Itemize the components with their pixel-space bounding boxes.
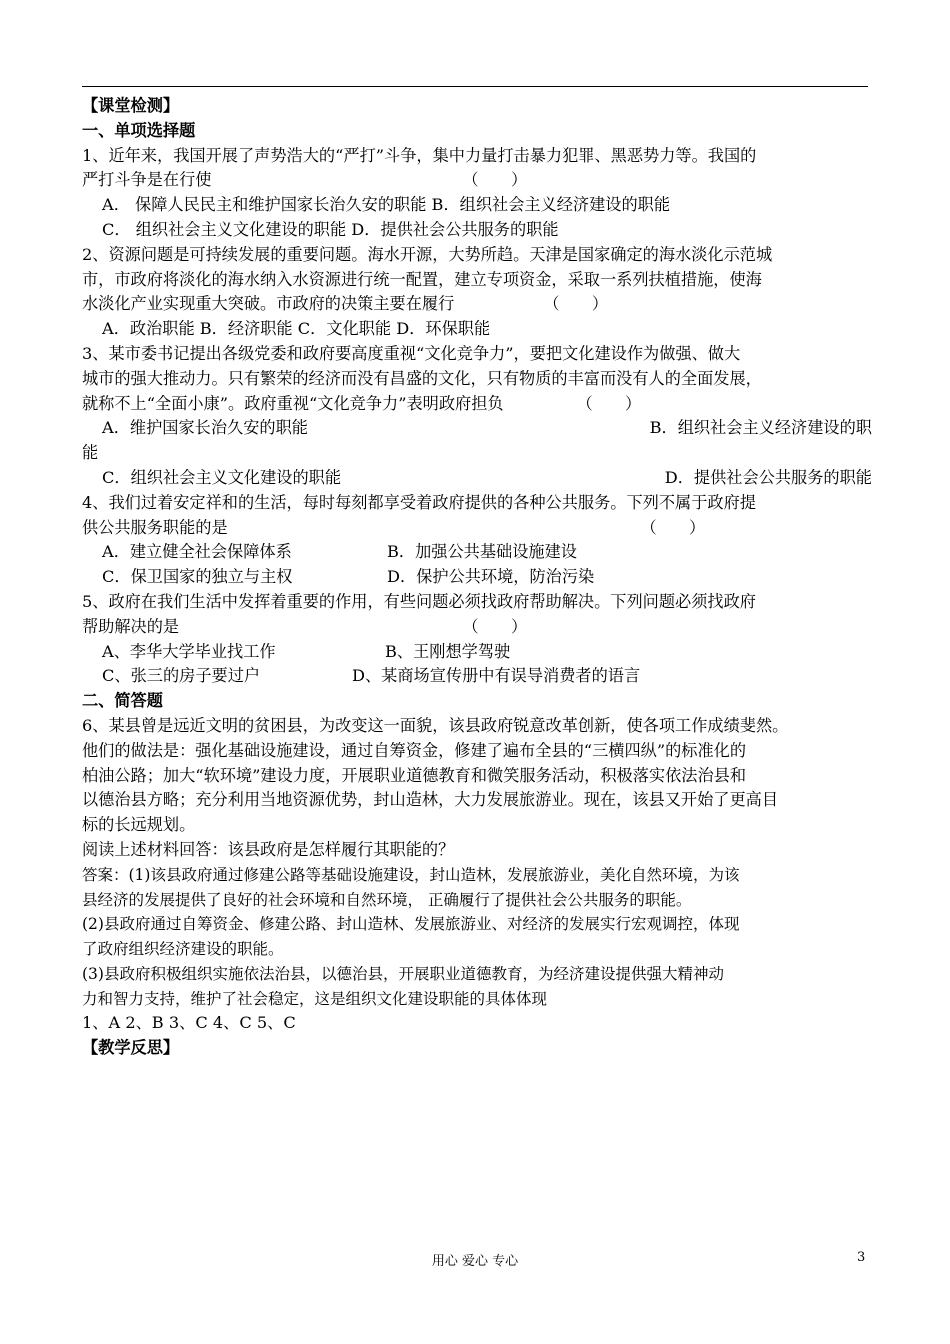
q4-option-c: C．保卫国家的独立与主权 [102, 567, 293, 587]
q5-stem-line2: 帮助解决的是 （ ） [82, 616, 528, 636]
answer-line3: (2)县政府通过自筹资金、修建公路、封山造林、发展旅游业、对经济的发展实行宏观调控，体现 [82, 915, 740, 934]
q6-material-line2: 他们的做法是：强化基础设施建设，通过自筹资金，修建了遍布全县的“三横四纵”的标准化的 [82, 740, 747, 760]
section-heading-short-answer: 二、简答题 [82, 691, 163, 711]
answer-key: 1、A 2、B 3、C 4、C 5、C [82, 1013, 296, 1033]
footer-motto: 用心 爱心 专心 [431, 1254, 519, 1269]
answer-line2: 县经济的发展提供了良好的社会环境和自然环境， 正确履行了提供社会公共服务的职能。 [82, 890, 692, 909]
q4-option-a: A．建立健全社会保障体系 [102, 542, 292, 562]
q4-stem-line1: 4、我们过着安定祥和的生活，每时每刻都享受着政府提供的各种公共服务。下列不属于政府提 [82, 492, 756, 512]
q4-option-b: B．加强公共基础设施建设 [387, 542, 577, 562]
document-body [82, 94, 872, 1061]
q3-options-cd [82, 466, 872, 491]
q3-stem-line3: 就称不上“全面小康”。政府重视“文化竞争力”表明政府担负 （ ） [82, 393, 642, 413]
section-heading-choice: 一、单项选择题 [82, 120, 196, 140]
q5-option-d: D、某商场宣传册中有误导消费者的语言 [352, 666, 641, 686]
q5-option-a: A、李华大学毕业找工作 [102, 641, 276, 661]
q5-option-b: B、王刚想学驾驶 [385, 641, 511, 661]
answer-line4: 了政府组织经济建设的职能。 [82, 940, 284, 959]
q1-stem-line2: 严打斗争是在行使 （ ） [82, 170, 528, 190]
q4-options-ab [82, 540, 872, 565]
q1-options-ab: A． 保障人民民主和维护国家长治久安的职能 B．组织社会主义经济建设的职能 [102, 195, 671, 215]
q1-options-cd: C． 组织社会主义文化建设的职能 D．提供社会公共服务的职能 [102, 219, 559, 239]
q4-stem-line2: 供公共服务职能的是 （ ） [82, 517, 706, 537]
q4-option-d: D．保护公共环境，防治污染 [387, 567, 595, 587]
q6-material-line1: 6、某县曾是远近文明的贫困县，为改变这一面貌，该县政府锐意改革创新，使各项工作成绩斐然。 [82, 715, 789, 735]
q5-options-ab [82, 640, 872, 665]
header-rule [82, 86, 868, 87]
q6-question: 阅读上述材料回答：该县政府是怎样履行其职能的？ [82, 839, 455, 859]
q3-option-d: D．提供社会公共服务的职能 [664, 467, 872, 487]
q6-material-line4: 以德治县方略；充分利用当地资源优势，封山造林，大力发展旅游业。现在，该县又开始了更高目 [82, 790, 779, 810]
page-number: 3 [857, 1250, 866, 1265]
q5-options-cd [82, 664, 872, 689]
q3-option-b: B．组织社会主义经济建设的职 [649, 418, 872, 438]
q2-stem-line1: 2、资源问题是可持续发展的重要问题。海水开源，大势所趋。天津是国家确定的海水淡化示范城 [82, 244, 773, 264]
q3-stem-line2: 城市的强大推动力。只有繁荣的经济而没有昌盛的文化，只有物质的丰富而没有人的全面发展， [82, 368, 762, 388]
answer-line1: 答案：(1)该县政府通过修建公路等基础设施建设，封山造林，发展旅游业，美化自然环境，为该 [82, 865, 740, 884]
q5-stem-line1: 5、政府在我们生活中发挥着重要的作用，有些问题必须找政府帮助解决。下列问题必须找政府 [82, 591, 756, 611]
section-title: 【课堂检测】 [82, 96, 180, 115]
q6-material-line5: 标的长远规划。 [82, 815, 196, 835]
q3-option-a: A．维护国家长治久安的职能 [102, 418, 308, 438]
answer-line6: 力和智力支持，维护了社会稳定，这是组织文化建设职能的具体体现 [82, 989, 548, 1008]
q2-stem-line3: 水淡化产业实现重大突破。市政府的决策主要在履行 （ ） [82, 294, 609, 314]
q5-option-c: C、张三的房子要过户 [102, 666, 261, 686]
q6-material-line3: 柏油公路；加大“软环境”建设力度，开展职业道德教育和微笑服务活动，积极落实依法治县和 [82, 765, 747, 785]
q3-stem-line1: 3、某市委书记提出各级党委和政府要高度重视“文化竞争力”，要把文化建设作为做强、做大 [82, 343, 741, 363]
teaching-reflection-heading: 【教学反思】 [82, 1038, 180, 1058]
q1-stem-line1: 1、近年来，我国开展了声势浩大的“严打”斗争，集中力量打击暴力犯罪、黑恶势力等。我国的 [82, 145, 757, 165]
q2-options: A．政治职能 B．经济职能 C．文化职能 D．环保职能 [102, 319, 491, 339]
q3-option-c: C．组织社会主义文化建设的职能 [102, 467, 342, 487]
answer-line5: (3)县政府积极组织实施依法治县，以德治县，开展职业道德教育，为经济建设提供强大精神动 [82, 964, 724, 983]
q3-option-b-wrap: 能 [82, 443, 99, 463]
q2-stem-line2: 市，市政府将淡化的海水纳入水资源进行统一配置，建立专项资金，采取一系列扶植措施，使海 [82, 269, 762, 289]
q4-options-cd [82, 565, 872, 590]
q3-options-ab [82, 416, 872, 441]
